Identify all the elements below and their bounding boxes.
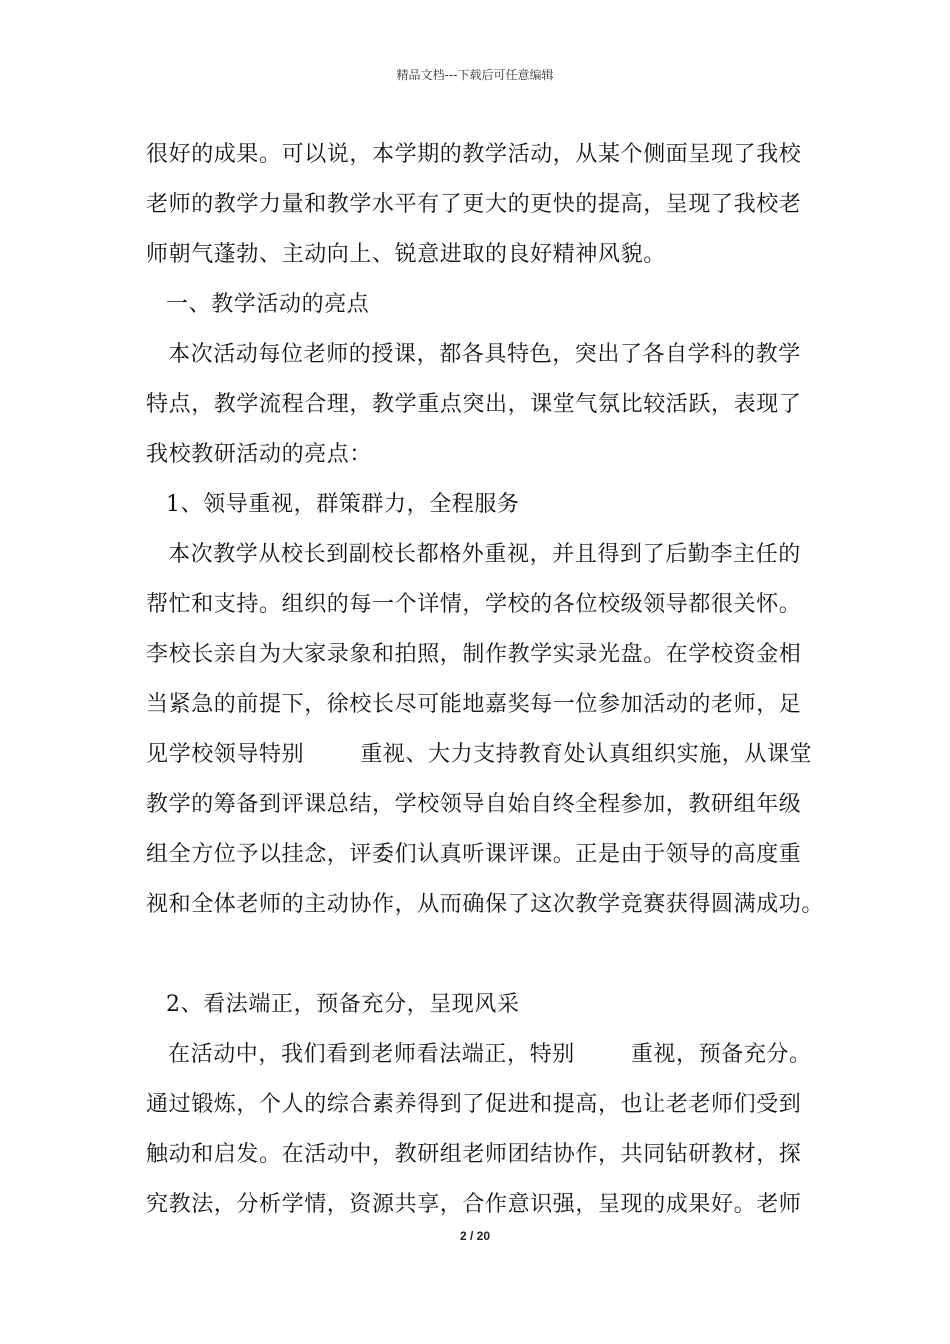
paragraph-line: 组全方位予以挂念，评委们认真听课评课。正是由于领导的高度重 — [146, 842, 802, 867]
paragraph-line: 视和全体老师的主动协作，从而确保了这次教学竞赛获得圆满成功。 — [146, 892, 825, 917]
paragraph-line: 教学的筹备到评课总结，学校领导自始自终全程参加，教研组年级 — [146, 792, 802, 817]
paragraph-line: 通过锻炼，个人的综合素养得到了促进和提高，也让老老师们受到 — [146, 1092, 802, 1117]
paragraph-line: 本次活动每位老师的授课，都各具特色，突出了各自学科的教学 — [168, 342, 801, 367]
subsection-heading: 2、看法端正，预备充分，呈现风采 — [166, 992, 520, 1017]
paragraph-line: 老师的教学力量和教学水平有了更大的更快的提高，呈现了我校老 — [146, 192, 802, 217]
blank-line — [146, 930, 826, 980]
paragraph-line: 李校长亲自为大家录象和拍照，制作教学实录光盘。在学校资金相 — [146, 642, 802, 667]
paragraph-line: 特点，教学流程合理，教学重点突出，课堂气氛比较活跃，表现了 — [146, 392, 802, 417]
paragraph-line: 很好的成果。可以说，本学期的教学活动，从某个侧面呈现了我校 — [146, 142, 802, 167]
line-segment: 见学校领导特别 — [146, 742, 305, 767]
line-segment: 在活动中，我们看到老师看法端正，特别 — [168, 1042, 575, 1067]
paragraph-line: 我校教研活动的亮点： — [146, 442, 373, 467]
paragraph-line: 帮忙和支持。组织的每一个详情，学校的各位校级领导都很关怀。 — [146, 592, 802, 617]
paragraph-line: 师朝气蓬勃、主动向上、锐意进取的良好精神风貌。 — [146, 242, 666, 267]
paragraph-line: 究教法，分析学情，资源共享，合作意识强，呈现的成果好。老师 — [146, 1192, 802, 1217]
paragraph-line: 本次教学从校长到副校长都格外重视，并且得到了后勤李主任的 — [168, 542, 801, 567]
paragraph-line — [146, 1030, 826, 1080]
document-body — [146, 130, 826, 1230]
page-header: 精品文档---下载后可任意编辑 — [396, 68, 554, 82]
paragraph-line — [146, 730, 826, 780]
page-number: 2 / 20 — [459, 1229, 491, 1243]
line-segment: 重视，预备充分。 — [630, 1042, 812, 1067]
paragraph-line: 触动和启发。在活动中，教研组老师团结协作，共同钻研教材，探 — [146, 1142, 802, 1167]
section-heading: 一、教学活动的亮点 — [166, 292, 370, 317]
line-segment: 重视、大力支持教育处认真组织实施，从课堂 — [360, 742, 813, 767]
subsection-heading: 1、领导重视，群策群力，全程服务 — [166, 492, 520, 517]
paragraph-line: 当紧急的前提下，徐校长尽可能地嘉奖每一位参加活动的老师，足 — [146, 692, 802, 717]
